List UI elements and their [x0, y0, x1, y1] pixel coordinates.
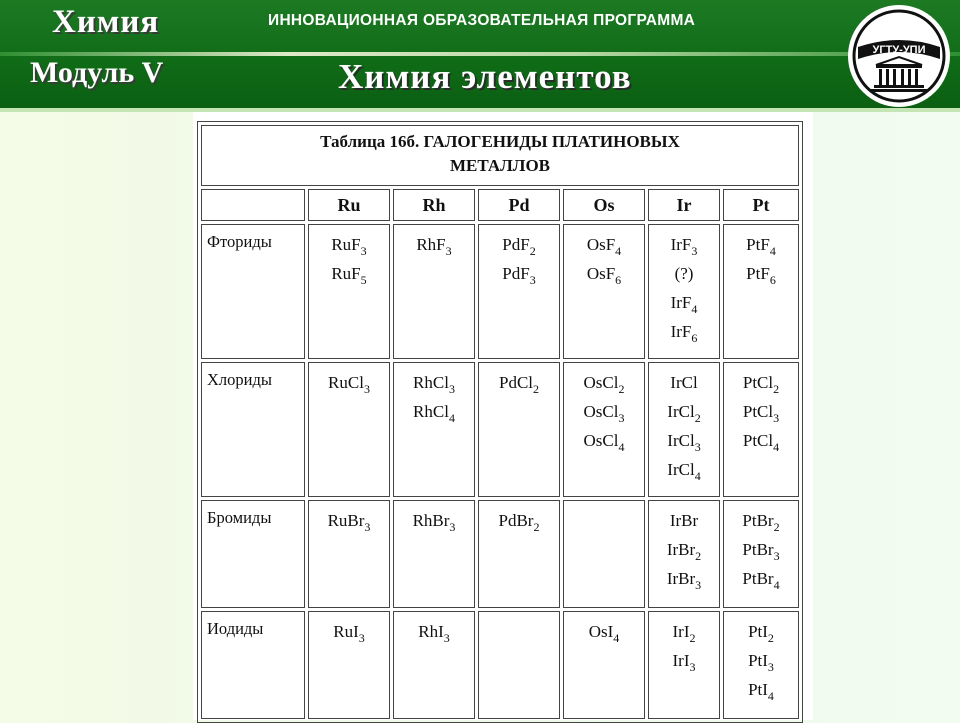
cell [393, 500, 475, 608]
cell [648, 500, 720, 608]
formula [724, 506, 798, 535]
formula-subscript: 3 [364, 520, 371, 534]
formula-subscript: 5 [360, 273, 367, 287]
formula [724, 426, 798, 455]
formula [724, 368, 798, 397]
row-label-bromides: Бромиды [201, 500, 305, 608]
formula-subscript: 4 [618, 440, 625, 454]
formula-base: RhCl [413, 402, 449, 421]
cell [308, 500, 390, 608]
formula-subscript: 3 [448, 382, 455, 396]
formula-subscript: 3 [360, 244, 367, 258]
formula-base: RuBr [327, 511, 365, 530]
formula [724, 617, 798, 646]
formula [394, 617, 474, 646]
formula-base: OsF [586, 235, 616, 254]
section-title: Химия элементов [338, 57, 632, 96]
formula-base: PtF [746, 264, 770, 283]
formula [394, 397, 474, 426]
formula [649, 617, 719, 646]
cell [563, 362, 645, 497]
cell [393, 224, 475, 359]
formula-base: IrCl [667, 431, 695, 450]
formula-base: PtCl [742, 373, 774, 392]
formula-subscript: 3 [773, 549, 780, 563]
formula-base: PdBr [498, 511, 534, 530]
formula [649, 317, 719, 346]
formula [309, 506, 389, 535]
table-row-bromides [201, 500, 799, 608]
formula-base: IrBr [666, 569, 696, 588]
halides-table [197, 121, 803, 723]
formula-base: PdCl [498, 373, 534, 392]
formula-subscript: 2 [533, 520, 540, 534]
module-title: Модуль V [30, 56, 164, 89]
formula-base: PtI [748, 651, 768, 670]
formula-subscript: 4 [613, 631, 620, 645]
formula-subscript: 4 [615, 244, 622, 258]
formula-base: IrBr [669, 511, 699, 530]
formula-base: PtF [746, 235, 770, 254]
cell [723, 224, 799, 359]
formula-base: OsCl [583, 402, 619, 421]
formula-base: IrCl [667, 402, 695, 421]
formula-subscript: 2 [689, 631, 696, 645]
formula [649, 288, 719, 317]
formula [649, 426, 719, 455]
formula-subscript: 3 [695, 578, 702, 592]
formula-subscript: 2 [618, 382, 625, 396]
column-header-ir: Ir [648, 189, 720, 221]
university-logo [846, 3, 952, 109]
cell [308, 611, 390, 719]
formula [479, 368, 559, 397]
formula-base: PtCl [742, 402, 774, 421]
formula-base: PtBr [742, 540, 774, 559]
formula [309, 259, 389, 288]
column-header-ru: Ru [308, 189, 390, 221]
program-title: ИННОВАЦИОННАЯ ОБРАЗОВАТЕЛЬНАЯ ПРОГРАММА [268, 12, 696, 29]
table-caption-line2: МЕТАЛЛОВ [449, 156, 551, 175]
formula [394, 506, 474, 535]
formula-base: OsCl [583, 373, 619, 392]
formula [724, 259, 798, 288]
formula-base: IrCl [667, 460, 695, 479]
subject-title: Химия [52, 4, 160, 40]
cell [478, 611, 560, 719]
row-label-iodides: Иодиды [201, 611, 305, 719]
corner-cell [201, 189, 305, 221]
formula-base: PtBr [742, 569, 774, 588]
cell [648, 362, 720, 497]
formula-subscript: 2 [767, 631, 774, 645]
formula [479, 259, 559, 288]
formula-base: PdF [502, 264, 530, 283]
header-banner [0, 0, 960, 112]
cell [478, 224, 560, 359]
column-header-pd: Pd [478, 189, 560, 221]
cell [308, 224, 390, 359]
formula-base: OsI [588, 622, 614, 641]
formula-base: RuF [331, 264, 361, 283]
formula-base: IrF [670, 293, 692, 312]
formula-base: PtI [748, 622, 768, 641]
cell [723, 500, 799, 608]
formula [649, 535, 719, 564]
formula-base: PtI [748, 680, 768, 699]
formula-subscript: 4 [691, 302, 698, 316]
formula-subscript: 3 [767, 660, 774, 674]
formula [649, 564, 719, 593]
formula-base: RuI [333, 622, 359, 641]
formula-subscript: 6 [691, 331, 698, 345]
formula [309, 368, 389, 397]
formula [649, 259, 719, 288]
formula [394, 368, 474, 397]
formula-subscript: 2 [773, 382, 780, 396]
formula [564, 426, 644, 455]
formula [394, 230, 474, 259]
cell [478, 500, 560, 608]
formula-base: RhF [416, 235, 446, 254]
formula-base: PdF [502, 235, 530, 254]
formula [724, 535, 798, 564]
formula-subscript: 4 [694, 469, 701, 483]
cell [478, 362, 560, 497]
formula-subscript: 3 [618, 411, 625, 425]
table-caption [201, 125, 799, 186]
formula-base: IrI [672, 622, 690, 641]
formula-subscript: 3 [363, 382, 370, 396]
formula-subscript: 2 [694, 411, 701, 425]
column-header-pt: Pt [723, 189, 799, 221]
formula [649, 368, 719, 397]
table-row-chlorides [201, 362, 799, 497]
formula-subscript: 2 [533, 382, 540, 396]
formula-subscript: 6 [615, 273, 622, 287]
table-sheet [193, 112, 813, 720]
formula-base: IrBr [666, 540, 696, 559]
formula-subscript: 3 [773, 411, 780, 425]
formula-subscript: 6 [769, 273, 776, 287]
formula-subscript: 3 [694, 440, 701, 454]
formula-subscript: 3 [358, 631, 365, 645]
formula [564, 259, 644, 288]
formula-base: IrI [672, 651, 690, 670]
formula [564, 397, 644, 426]
formula [309, 617, 389, 646]
table-row-fluorides [201, 224, 799, 359]
cell [308, 362, 390, 497]
formula-subscript: 4 [448, 411, 455, 425]
cell [723, 362, 799, 497]
formula-base: IrF [670, 322, 692, 341]
formula-subscript: 3 [449, 520, 456, 534]
row-label-chlorides: Хлориды [201, 362, 305, 497]
formula [479, 230, 559, 259]
formula-base: RuF [331, 235, 361, 254]
column-header-os: Os [563, 189, 645, 221]
formula-subscript: 3 [443, 631, 450, 645]
formula-subscript: 4 [773, 440, 780, 454]
formula-subscript: 4 [773, 578, 780, 592]
formula [564, 230, 644, 259]
cell [563, 611, 645, 719]
formula-base: IrCl [670, 373, 698, 392]
formula [724, 230, 798, 259]
formula-base: (?) [674, 264, 694, 283]
formula [724, 646, 798, 675]
formula [724, 675, 798, 704]
column-header-rh: Rh [393, 189, 475, 221]
formula-subscript: 2 [695, 549, 702, 563]
formula-base: PtCl [742, 431, 774, 450]
formula-subscript: 3 [691, 244, 698, 258]
formula [649, 230, 719, 259]
cell [563, 500, 645, 608]
formula-subscript: 4 [769, 244, 776, 258]
formula-base: RuCl [328, 373, 364, 392]
formula [309, 230, 389, 259]
logo-lettering: УГТУ-УПИ [872, 44, 926, 56]
formula [724, 397, 798, 426]
cell [393, 362, 475, 497]
formula-base: OsF [586, 264, 616, 283]
cell [393, 611, 475, 719]
formula-subscript: 4 [767, 689, 774, 703]
formula-base: PtBr [742, 511, 774, 530]
formula-base: RhCl [413, 373, 449, 392]
formula [649, 397, 719, 426]
formula-base: IrF [670, 235, 692, 254]
formula-base: RhBr [412, 511, 450, 530]
formula-subscript: 3 [445, 244, 452, 258]
formula [724, 564, 798, 593]
row-label-fluorides: Фториды [201, 224, 305, 359]
cell [648, 224, 720, 359]
cell [723, 611, 799, 719]
formula [649, 646, 719, 675]
formula [564, 617, 644, 646]
formula-base: RhI [418, 622, 444, 641]
formula [649, 506, 719, 535]
table-row-iodides [201, 611, 799, 719]
formula-subscript: 3 [689, 660, 696, 674]
formula-base: OsCl [583, 431, 619, 450]
formula-subscript: 2 [773, 520, 780, 534]
formula-subscript: 3 [529, 273, 536, 287]
cell [648, 611, 720, 719]
formula-subscript: 2 [529, 244, 536, 258]
formula [649, 455, 719, 484]
table-caption-line1: Таблица 16б. ГАЛОГЕНИДЫ ПЛАТИНОВЫХ [320, 132, 680, 151]
formula [479, 506, 559, 535]
formula [564, 368, 644, 397]
cell [563, 224, 645, 359]
